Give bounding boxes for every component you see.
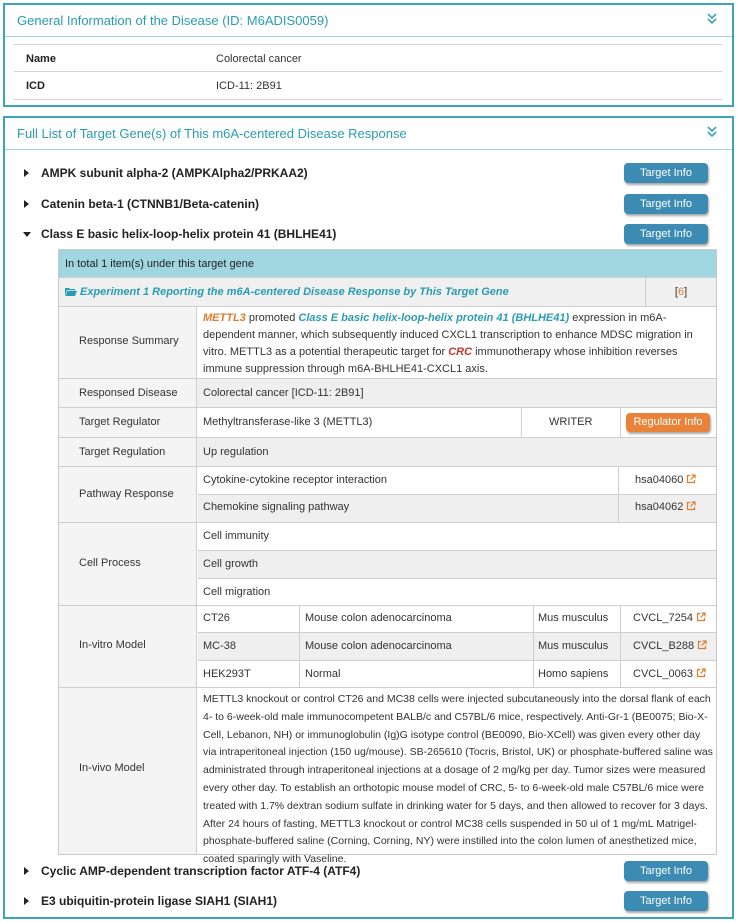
- row-label-cell: [59, 408, 197, 437]
- cell-process-item: Cell growth: [203, 558, 259, 570]
- regulator-name: METTL3: [203, 312, 246, 324]
- divider: [198, 494, 716, 495]
- external-link-icon[interactable]: [696, 612, 706, 622]
- gene-name[interactable]: E3 ubiquitin-protein ligase SIAH1 (SIAH1): [41, 894, 278, 908]
- summary-text: expression in m6A-dependent manner, which subsequently induced CXCL1 transcription to enhance MDSC migration in vitro. METTL3 as a potential therapeutic target for: [203, 312, 693, 358]
- gene-row[interactable]: [19, 889, 723, 913]
- ref-bracket: ]: [684, 286, 688, 298]
- experiment-title[interactable]: [65, 286, 509, 298]
- cellosaurus-link[interactable]: [633, 638, 707, 655]
- cell-process-item: Cell immunity: [203, 530, 270, 542]
- row-label: Responsed Disease: [79, 387, 178, 399]
- external-link-icon[interactable]: [686, 474, 696, 484]
- cellosaurus-id[interactable]: CVCL_B288: [633, 640, 695, 652]
- general-info-title: General Information of the Disease (ID: M6ADIS0059): [17, 13, 329, 28]
- target-regulation-value: Up regulation: [203, 446, 269, 458]
- pathway-name: Chemokine signaling pathway: [203, 501, 350, 513]
- target-name: Class E basic helix-loop-helix protein 41 (BHLHE41): [298, 312, 570, 324]
- cellosaurus-link[interactable]: [633, 666, 706, 683]
- divider: [620, 606, 621, 687]
- cell-line: CT26: [203, 612, 230, 624]
- reference-cell: [645, 278, 716, 306]
- total-items-text: In total 1 item(s) under this target gene: [65, 258, 254, 270]
- row-label: Response Summary: [79, 335, 179, 347]
- experiment-detail-table: [58, 249, 717, 866]
- target-info-button[interactable]: Target Info: [624, 861, 708, 881]
- cell-line-desc: Normal: [305, 668, 341, 680]
- cell-line: HEK293T: [203, 668, 251, 680]
- info-row-name: [14, 44, 722, 72]
- species: Mus musculus: [538, 612, 609, 624]
- row-label: Cell Process: [79, 557, 141, 569]
- caret-down-icon[interactable]: [23, 232, 31, 237]
- cellosaurus-link[interactable]: [633, 610, 706, 627]
- divider: [521, 408, 522, 437]
- cell-line-desc: Mouse colon adenocarcinoma: [305, 640, 452, 652]
- summary-text: promoted: [245, 312, 299, 324]
- invivo-model-row: [59, 688, 716, 866]
- gene-row[interactable]: [19, 161, 723, 185]
- cell-line: MC-38: [203, 640, 237, 652]
- external-link-icon[interactable]: [686, 501, 696, 511]
- response-summary-text: [203, 310, 711, 378]
- divider: [198, 660, 716, 661]
- caret-right-icon[interactable]: [24, 897, 29, 905]
- row-label: Target Regulation: [79, 446, 166, 458]
- invivo-model-text: METTL3 knockout or control CT26 and MC38 cells were injected subcutaneously into the dorsal flank of each 4- to 6-week-old male immunocompetent BALB/c and C57BL/6 mice, respectively. Anti-Gr-1 (BE0075; Bio-X-Cell, Lebanon, NH) or immunoglobulin (Ig)G isotype control (BE0090, Bio-XCell) was given every other day via intraperitoneal injection (150 ug/mouse). SB-265610 (Tocris, Bristol, UK) or phosphate-buffered saline was administrated through intraperitoneal injections at a dosage of 2 mg/kg per day. Tumor sizes were measured every other day. To establish an orthotopic mouse model of CRC, 5- to 6-week-old male C57BL/6 mice were treated with 1.7% dextran sodium sulfate in drinking water for 5 days, and then allowed to recover for 3 days. After 24 hours of fasting, METTL3 knockout or control MC38 cells suspended in 50 ul of 1 mg/mL Matrigel-phosphate-buffered saline (Corning, Corning, NY) were instilled into the colon lumen of anesthetized mice, coated sparingly with Vaseline.: [203, 693, 713, 866]
- pathway-link[interactable]: [635, 499, 696, 516]
- cell-process-row: [59, 523, 716, 606]
- row-label-cell: [59, 307, 197, 378]
- target-genes-header[interactable]: [5, 118, 732, 150]
- cell-process-alt-bg: [198, 551, 716, 578]
- external-link-icon[interactable]: [697, 640, 707, 650]
- gene-name[interactable]: Cyclic AMP-dependent transcription factor ATF-4 (ATF4): [41, 864, 361, 878]
- target-info-button[interactable]: Target Info: [624, 163, 708, 183]
- row-label: In-vivo Model: [79, 762, 145, 774]
- cell-line-desc: Mouse colon adenocarcinoma: [305, 612, 452, 624]
- info-value: Colorectal cancer: [216, 53, 302, 65]
- folder-open-icon: [65, 287, 77, 296]
- experiment-title-text: Experiment 1 Reporting the m6A-centered Disease Response by This Target Gene: [80, 286, 509, 298]
- gene-row[interactable]: [19, 859, 723, 883]
- disease-name: CRC: [448, 346, 473, 358]
- row-label-cell: [59, 523, 197, 605]
- row-label-cell: [59, 606, 197, 687]
- target-genes-panel: [3, 116, 734, 919]
- target-genes-title: Full List of Target Gene(s) of This m6A-centered Disease Response: [17, 126, 407, 141]
- divider: [198, 632, 716, 633]
- species: Homo sapiens: [538, 668, 609, 680]
- divider: [533, 606, 534, 687]
- collapse-chevron-icon[interactable]: [706, 124, 718, 140]
- general-info-header[interactable]: [5, 5, 732, 37]
- divider: [618, 467, 619, 522]
- target-info-button[interactable]: Target Info: [624, 224, 708, 244]
- regulator-type: WRITER: [549, 416, 593, 428]
- species: Mus musculus: [538, 640, 609, 652]
- pathway-id[interactable]: hsa04062: [635, 501, 684, 513]
- target-info-button[interactable]: Target Info: [624, 891, 708, 911]
- gene-name[interactable]: AMPK subunit alpha-2 (AMPKAlpha2/PRKAA2): [41, 166, 308, 180]
- cellosaurus-id[interactable]: CVCL_0063: [633, 668, 693, 680]
- row-label: Pathway Response: [79, 488, 174, 500]
- row-label-cell: [59, 467, 197, 522]
- info-value: ICD-11: 2B91: [216, 80, 282, 92]
- summary-text: immunotherapy whose inhibition reverses immune suppression through m6A-BHLHE41-CXCL1 axis.: [203, 346, 678, 375]
- collapse-chevron-icon[interactable]: [706, 11, 718, 27]
- row-label-cell: [59, 438, 197, 466]
- pathway-response-row: [59, 467, 716, 523]
- target-regulator-row: [59, 408, 716, 438]
- caret-right-icon[interactable]: [24, 169, 29, 177]
- cellosaurus-id[interactable]: CVCL_7254: [633, 612, 693, 624]
- pathway-name: Cytokine-cytokine receptor interaction: [203, 474, 388, 486]
- target-regulator-value: Methyltransferase-like 3 (METTL3): [203, 416, 373, 428]
- gene-row-expanded[interactable]: [19, 222, 723, 246]
- gene-row[interactable]: [19, 192, 723, 216]
- regulator-info-button[interactable]: Regulator Info: [626, 413, 710, 432]
- response-summary-row: [59, 307, 716, 379]
- caret-right-icon[interactable]: [24, 200, 29, 208]
- info-label: Name: [26, 53, 56, 65]
- info-label: ICD: [26, 80, 45, 92]
- info-row-icd: [14, 72, 722, 100]
- ref-bracket: [: [674, 286, 678, 298]
- target-regulation-row: [59, 438, 716, 467]
- divider: [198, 550, 716, 551]
- general-info-panel: [3, 3, 734, 107]
- responsed-disease-value: Colorectal cancer [ICD-11: 2B91]: [203, 387, 364, 399]
- gene-name[interactable]: Catenin beta-1 (CTNNB1/Beta-catenin): [41, 197, 260, 211]
- caret-right-icon[interactable]: [24, 867, 29, 875]
- row-label: In-vitro Model: [79, 639, 146, 651]
- target-info-button[interactable]: Target Info: [624, 194, 708, 214]
- responsed-disease-row: [59, 379, 716, 408]
- gene-name[interactable]: Class E basic helix-loop-helix protein 41 (BHLHE41): [41, 227, 337, 241]
- cell-process-item: Cell migration: [203, 586, 271, 598]
- row-label-cell: [59, 379, 197, 407]
- experiment-header-row[interactable]: [59, 278, 716, 307]
- divider: [620, 408, 621, 437]
- divider: [198, 578, 716, 579]
- total-items-bar: [59, 250, 716, 278]
- invitro-model-row: [59, 606, 716, 688]
- row-label-cell: [59, 688, 197, 854]
- external-link-icon[interactable]: [696, 668, 706, 678]
- pathway-id[interactable]: hsa04060: [635, 474, 684, 486]
- pathway-link[interactable]: [635, 472, 696, 489]
- row-label: Target Regulator: [79, 416, 161, 428]
- reference-link[interactable]: 6: [677, 286, 685, 298]
- divider: [299, 606, 300, 687]
